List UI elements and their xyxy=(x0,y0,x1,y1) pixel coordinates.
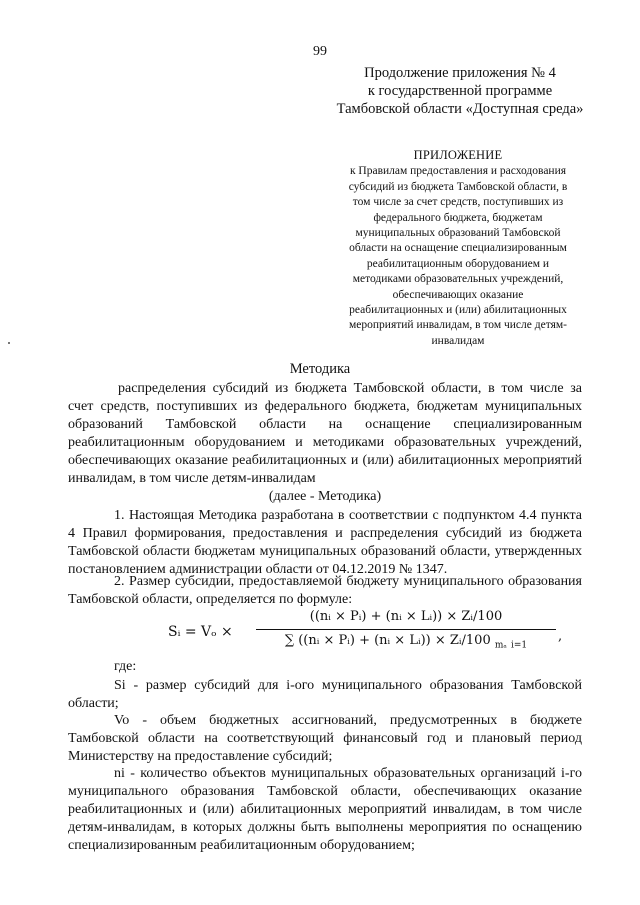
where-label: где: xyxy=(114,659,137,674)
fraction-bar xyxy=(256,629,556,630)
formula-lhs: Sᵢ = Vₒ × xyxy=(168,624,233,640)
continuation-line-3: Тамбовской области «Доступная среда» xyxy=(336,101,584,117)
appendix-block xyxy=(318,148,598,349)
methodology-subtitle-text: распределения субсидий из бюджета Тамбовской области, в том числе за счет средств, поступивших из федерального бюджета, бюджетам муниципальных образований Тамбовской области на оснащение специализированным реабилитационным оборудованием и методиками образовательных учреждений, обеспечивающих оказание реабилитационных и (или) абилитационных мероприятий инвалидам, в том числе детям-инвалидам xyxy=(68,381,582,486)
scan-speck xyxy=(8,342,10,344)
appendix-line: муниципальных образований Тамбовской xyxy=(355,227,561,240)
definition-vo: Vo - объем бюджетных ассигнований, предусмотренных в бюджете Тамбовской области на соответствующий финансовый год и плановый период Министерству на предоставление субсидий; xyxy=(68,713,582,764)
appendix-line: том числе за счет средств, поступивших из xyxy=(352,196,564,209)
appendix-line: инвалидам xyxy=(431,334,485,347)
methodology-subtitle xyxy=(68,380,582,506)
definition-ni: ni - количество объектов муниципальных образовательных организаций i-го муниципального образования Тамбовской области, обеспечивающих оказание реабилитационных и (или) абилитационных мероприятий инвалидам, в том числе детям-инвалидам, в которых должны быть выполнены мероприятия по оснащению специализированным реабилитационным оборудованием; xyxy=(68,766,582,853)
methodology-title: Методика xyxy=(289,361,351,377)
appendix-line: субсидий из бюджета Тамбовской области, в xyxy=(348,180,568,193)
appendix-line: обеспечивающих оказание xyxy=(392,288,524,301)
continuation-line-2: к государственной программе xyxy=(367,83,553,99)
sum-upper-limit: mₐ xyxy=(494,640,507,651)
definition-si: Si - размер субсидий для i-ого муниципального образования Тамбовской области; xyxy=(68,678,582,711)
appendix-line: области на оснащение специализированным xyxy=(349,242,567,255)
appendix-line: реабилитационных и (или) абилитационных xyxy=(349,304,567,317)
methodology-subtitle-tail: (далее - Методика) xyxy=(268,489,382,504)
formula-denominator-text: ∑ ((nᵢ × Pᵢ) + (nᵢ × Lᵢ)) × Zᵢ/100 xyxy=(284,633,491,648)
appendix-title: ПРИЛОЖЕНИЕ xyxy=(413,148,503,162)
formula-comma: , xyxy=(558,629,563,644)
continuation-header xyxy=(330,64,590,118)
sum-lower-limit: i=1 xyxy=(511,640,528,651)
appendix-line: федерального бюджета, бюджетам xyxy=(373,211,543,224)
appendix-line: к Правилам предоставления и расходования xyxy=(349,165,567,178)
formula-denominator xyxy=(256,633,556,651)
appendix-line: реабилитационным оборудованием и xyxy=(366,257,550,270)
appendix-line: методиками образовательных учреждений, xyxy=(352,273,564,286)
subsidy-formula xyxy=(168,609,588,657)
continuation-line-1: Продолжение приложения № 4 xyxy=(364,65,556,81)
page-number: 99 xyxy=(313,44,327,59)
paragraph-2: 2. Размер субсидии, предоставляемой бюджету муниципального образования Тамбовской области, определяется по формуле: xyxy=(68,574,582,607)
appendix-line: мероприятий инвалидам, в том числе детям- xyxy=(349,319,567,332)
paragraph-1: 1. Настоящая Методика разработана в соответствии с подпунктом 4.4 пункта 4 Правил формирования, предоставления и распределения субсидий из бюджета Тамбовской области бюджетам муниципальных образований области, утвержденных постановлением администрации области от 04.12.2019 № 1347. xyxy=(68,508,582,577)
formula-numerator: ((nᵢ × Pᵢ) + (nᵢ × Lᵢ)) × Zᵢ/100 xyxy=(309,609,503,624)
